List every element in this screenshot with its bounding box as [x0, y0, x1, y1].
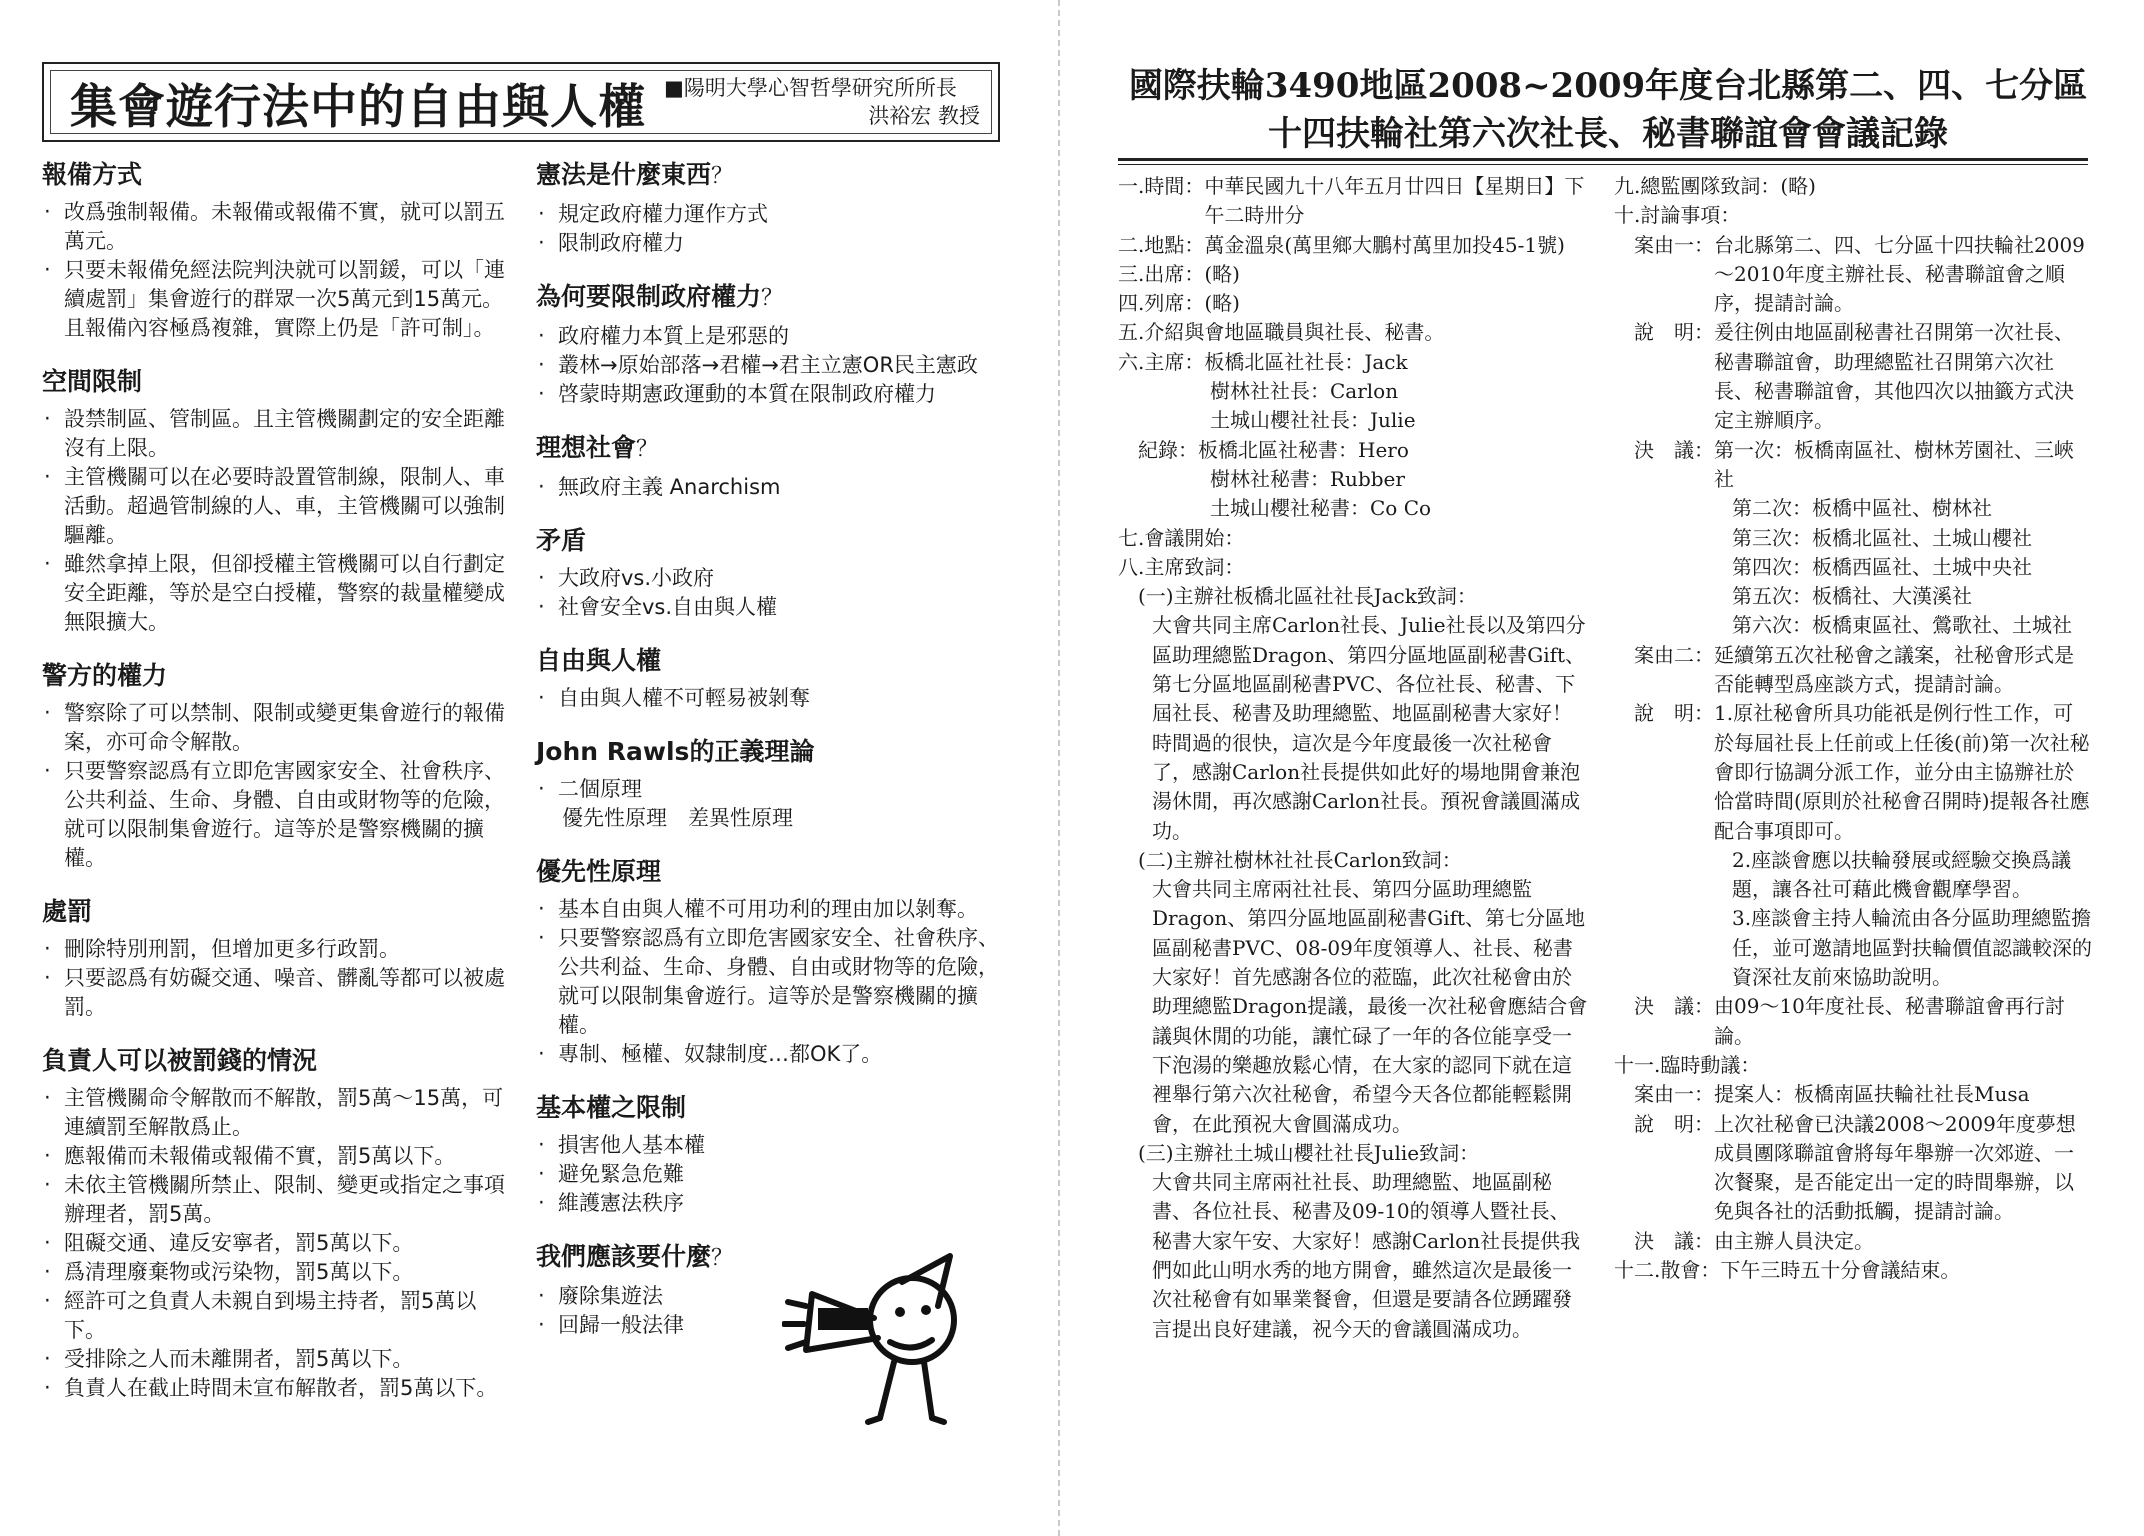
section-heading — [536, 158, 1006, 194]
bullet-item: ‧ 專制、極權、奴隸制度…都OK了。 — [536, 1040, 1006, 1069]
section-heading — [536, 735, 1006, 769]
entry-label: 說 明： — [1614, 1111, 1714, 1136]
bullet-list — [536, 684, 1006, 713]
bullet-item: ‧ 基本自由與人權不可用功利的理由加以剝奪。 — [536, 895, 1006, 924]
bullet-item: ‧ 負責人在截止時間未宣布解散者，罰5萬以下。 — [42, 1374, 512, 1403]
entry-text: 第五次：板橋社、大漢溪社 — [1732, 584, 1972, 609]
entry-text: 台北縣第二、四、七分區十四扶輪社2009～2010年度主辦社長、秘書聯誼會之順序，提請討論。 — [1714, 232, 2085, 316]
entry-text: 大會共同主席兩社社長、第四分區助理總監Dragon、第四分區地區副秘書Gift、第七分區地區副秘書PVC、08-09年度領導人、社長、秘書大家好！首先感謝各位的蒞臨，此次社秘會由於助理總監Dragon提議，最後一次社秘會應結合會議與休閒的功能，讓忙碌了一年的各位能享受一下泡湯的樂趣放鬆心情，在大家的認同下就在這裡舉行第六次社秘會，希望今天各位都能輕鬆開會，在此預祝大會圓滿成功。 — [1152, 877, 1588, 1136]
minutes-column-2 — [1614, 172, 2092, 1285]
entry-text: 土城山櫻社社長：Julie — [1210, 408, 1416, 433]
entry-label: 二.地點： — [1118, 232, 1205, 257]
minutes-column-1 — [1118, 172, 1588, 1344]
section-heading-text: 處罰 — [42, 897, 93, 926]
bullet-list — [536, 322, 1006, 409]
section-heading-text: 負責人可以被罰錢的情況 — [42, 1046, 318, 1075]
left-column-1 — [42, 158, 512, 1425]
bullet-item: ‧ 叢林→原始部落→君權→君主立憲OR民主憲政 — [536, 351, 1006, 380]
entry-text: 散會：下午三時五十分會議結束。 — [1660, 1257, 1961, 1282]
bullet-item: ‧ 無政府主義 Anarchism — [536, 473, 1006, 502]
bullet-item: ‧ 社會安全vs.自由與人權 — [536, 593, 1006, 622]
bullet-item: ‧ 自由與人權不可輕易被剝奪 — [536, 684, 1006, 713]
section-heading-text: 警方的權力 — [42, 661, 168, 690]
article-section — [536, 280, 1006, 409]
minutes-entry — [1118, 231, 1588, 260]
bullet-item: ‧ 只要警察認爲有立即危害國家安全、社會秩序、公共利益、生命、身體、自由或財物等的危險，就可以限制集會遊行。這等於是警察機關的擴權。 — [42, 757, 512, 873]
entry-text: 主辦社土城山櫻社社長Julie致詞： — [1173, 1140, 1480, 1165]
entry-label: (二) — [1118, 847, 1174, 872]
author-name: 洪裕宏 教授 — [868, 104, 980, 128]
bullet-list — [42, 699, 512, 873]
entry-text: 1.原社秘會所具功能祇是例行性工作，可於每屆社長上任前或上任後(前)第一次社秘會即行協調分派工作，並分由主協辦社於恰當時間(原則於社秘會召開時)提報各社應配合事項即可。 — [1714, 701, 2090, 843]
bullet-item: ‧ 二個原理 — [536, 775, 1006, 804]
entry-text: 樹林社秘書：Rubber — [1210, 466, 1405, 491]
megaphone-mascot-illustration — [782, 1250, 992, 1430]
entry-text: 大會共同主席兩社社長、助理總監、地區副秘書、各位社長、秘書及09-10的領導人暨社長、秘書大家午安、大家好！感謝Carlon社長提供我們如此山明水秀的地方開會，雖然這次是最後一次社秘會有如畢業餐會，但還是要請各位踴躍發言提出良好建議，祝今天的會議圓滿成功。 — [1152, 1170, 1581, 1341]
minutes-entry — [1118, 377, 1588, 406]
bullet-item: ‧ 維護憲法秩序 — [536, 1189, 1006, 1218]
minutes-entry — [1118, 260, 1588, 289]
bullet-item: ‧ 改爲強制報備。未報備或報備不實，就可以罰五萬元。 — [42, 198, 512, 256]
megaphone-body — [818, 1308, 868, 1330]
bullet-list — [42, 405, 512, 637]
entry-label: (三) — [1118, 1140, 1174, 1165]
minutes-entry — [1614, 582, 2092, 611]
entry-label: 說 明： — [1614, 320, 1714, 345]
entry-text: 板橋北區社秘書：Hero — [1198, 437, 1409, 462]
entry-text: 延續第五次社秘會之議案，社秘會形式是否能轉型爲座談方式，提請討論。 — [1714, 642, 2074, 697]
entry-text: 上次社秘會已決議2008～2009年度夢想成員團隊聯誼會將每年舉辦一次郊遊、一次餐聚，是否能定出一定的時間舉辦，以免與各社的活動抵觸，提請討論。 — [1714, 1111, 2076, 1224]
minutes-entry — [1118, 465, 1588, 494]
entry-label: 決 議： — [1614, 994, 1714, 1019]
entry-label: (一) — [1118, 584, 1174, 609]
bullet-item: ‧ 廢除集遊法 — [536, 1282, 1006, 1311]
minutes-entry — [1614, 524, 2092, 553]
bullet-list — [536, 1131, 1006, 1218]
entry-text: 第一次：板橋南區社、樹林芳園社、三峽社 — [1714, 437, 2074, 491]
section-heading — [42, 659, 512, 693]
section-heading — [536, 280, 1006, 316]
bullet-item: ‧ 只要警察認爲有立即危害國家安全、社會秩序、公共利益、生命、身體、自由或財物等的危險，就可以限制集會遊行。這等於是警察機關的擴權。 — [536, 924, 1006, 1040]
bullet-item: ‧ 受排除之人而未離開者，罰5萬以下。 — [42, 1345, 512, 1374]
minutes-entry — [1614, 1051, 2092, 1080]
article-section — [42, 895, 512, 1022]
minutes-title-line-2: 十四扶輪社第六次社長、秘書聯誼會會議記錄 — [1268, 114, 1948, 154]
entry-text: 主辦社板橋北區社社長Jack致詞： — [1173, 584, 1477, 609]
article-section — [536, 644, 1006, 713]
bullet-item: ‧ 主管機關命令解散而不解散，罰5萬～15萬，可連續罰至解散爲止。 — [42, 1084, 512, 1142]
entry-text: 會議開始： — [1144, 525, 1245, 550]
question-mark: ？ — [711, 164, 734, 189]
entry-label: 案由一： — [1614, 232, 1714, 257]
minutes-entry — [1118, 846, 1588, 875]
minutes-entry — [1614, 172, 2092, 201]
entry-text: 介紹與會地區職員與社長、秘書。 — [1144, 320, 1445, 345]
entry-text: 大會共同主席Carlon社長、Julie社長以及第四分區助理總監Dragon、第四分區地區副秘書Gift、第七分區地區副秘書PVC、各位社長、秘書、下屆社長、秘書及助理總監、地區副秘書大家好！時間過的很快，這次是今年度最後一次社秘會了，感謝Carlon社長提供如此好的場地開會兼泡湯休閒，再次感謝Carlon社長。預祝會議圓滿成功。 — [1152, 613, 1586, 843]
question-mark: ？ — [711, 1246, 734, 1271]
bullet-item: ‧ 爲清理廢棄物或污染物，罰5萬以下。 — [42, 1258, 512, 1287]
bullet-list — [536, 775, 1006, 804]
bullet-item: ‧ 警察除了可以禁制、限制或變更集會遊行的報備案，亦可命令解散。 — [42, 699, 512, 757]
minutes-entry — [1614, 318, 2092, 435]
entry-label: 三.出席： — [1118, 261, 1205, 286]
entry-label: 五. — [1118, 320, 1145, 345]
article-section — [536, 1091, 1006, 1218]
question-mark: ？ — [636, 437, 659, 462]
bullet-item: ‧ 回歸一般法律 — [536, 1311, 1006, 1340]
entry-text: 中華民國九十八年五月廿四日【星期日】下午二時卅分 — [1204, 174, 1585, 228]
minutes-entry — [1118, 582, 1588, 611]
minutes-entry — [1118, 172, 1588, 231]
section-heading — [42, 365, 512, 399]
bullet-list — [536, 564, 1006, 622]
section-heading-text: 基本權之限制 — [536, 1093, 687, 1122]
article-title: 集會遊行法中的自由與人權 — [70, 80, 646, 135]
minutes-entry — [1118, 436, 1588, 465]
minutes-entry — [1614, 1256, 2092, 1285]
bullet-item: ‧ 損害他人基本權 — [536, 1131, 1006, 1160]
entry-label: 六.主席： — [1118, 349, 1205, 374]
section-heading-text: 自由與人權 — [536, 646, 662, 675]
entry-text: (略) — [1204, 261, 1240, 286]
bullet-item: ‧ 政府權力本質上是邪惡的 — [536, 322, 1006, 351]
entry-label: 紀錄： — [1118, 437, 1198, 462]
minutes-entry — [1614, 699, 2092, 845]
section-heading-text: 報備方式 — [42, 160, 143, 189]
bullet-item: ‧ 只要認爲有妨礙交通、噪音、髒亂等都可以被處罰。 — [42, 964, 512, 1022]
entry-text: 第六次：板橋東區社、鶯歌社、土城社 — [1732, 613, 2072, 638]
bullet-item: ‧ 雖然拿掉上限，但卻授權主管機關可以自行劃定安全距離，等於是空白授權，警察的裁量權變成無限擴大。 — [42, 550, 512, 637]
bullet-item: ‧ 限制政府權力 — [536, 229, 1006, 258]
section-heading-text: 為何要限制政府權力 — [536, 282, 762, 311]
entry-text: 提案人：板橋南區扶輪社社長Musa — [1714, 1082, 2030, 1107]
entry-text: (略) — [1204, 291, 1240, 316]
entry-text: 由09～10年度社長、秘書聯誼會再行討論。 — [1714, 994, 2065, 1048]
article-section — [536, 855, 1006, 1069]
bullet-item: ‧ 未依主管機關所禁止、限制、變更或指定之事項辦理者，罰5萬。 — [42, 1171, 512, 1229]
minutes-entry — [1118, 875, 1588, 1139]
entry-text: 爰往例由地區副秘書社召開第一次社長、秘書聯誼會，助理總監社召開第六次社長、秘書聯誼會，其他四次以抽籤方式決定主辦順序。 — [1714, 320, 2074, 433]
article-section — [42, 1044, 512, 1403]
entry-label: 說 明： — [1614, 701, 1714, 726]
minutes-entry — [1118, 494, 1588, 523]
minutes-entry — [1614, 1227, 2092, 1256]
section-heading — [536, 644, 1006, 678]
section-heading-text: 矛盾 — [536, 526, 587, 555]
minutes-entry — [1614, 992, 2092, 1051]
section-heading — [536, 431, 1006, 467]
minutes-entry — [1614, 904, 2092, 992]
minutes-entry — [1118, 318, 1588, 347]
minutes-entry — [1614, 553, 2092, 582]
entry-label: 八. — [1118, 554, 1145, 579]
article-section — [536, 524, 1006, 622]
author-affiliation: ■陽明大學心智哲學研究所所長 — [664, 76, 957, 100]
bullet-item: ‧ 大政府vs.小政府 — [536, 564, 1006, 593]
article-section — [42, 659, 512, 873]
bullet-list — [42, 1084, 512, 1403]
left-page — [0, 0, 1058, 1536]
entry-label: 一.時間： — [1118, 174, 1205, 198]
entry-text: 萬金溫泉(萬里鄉大鵬村萬里加投45-1號) — [1204, 232, 1565, 257]
entry-text: 主辦社樹林社社長Carlon致詞： — [1173, 847, 1462, 872]
entry-text: 2.座談會應以扶輪發展或經驗交換爲議題，讓各社可藉此機會觀摩學習。 — [1732, 847, 2072, 902]
entry-text: 總監團隊致詞：(略) — [1640, 174, 1816, 198]
entry-text: 第三次：板橋北區社、土城山櫻社 — [1732, 525, 2032, 550]
title-rule-thin — [1118, 164, 2088, 165]
minutes-entry — [1118, 348, 1588, 377]
article-section — [42, 365, 512, 637]
entry-label: 十一. — [1614, 1052, 1661, 1077]
article-section — [536, 158, 1006, 258]
minutes-entry — [1614, 1110, 2092, 1227]
minutes-entry — [1614, 494, 2092, 523]
bullet-item: ‧ 經許可之負責人未親自到場主持者，罰5萬以下。 — [42, 1287, 512, 1345]
entry-label: 案由二： — [1614, 642, 1714, 667]
title-rule-thick — [1118, 158, 2088, 161]
entry-text: 主席致詞： — [1144, 554, 1245, 579]
section-heading-text: John Rawls的正義理論 — [536, 737, 815, 766]
bullet-item: ‧ 啓蒙時期憲政運動的本質在限制政府權力 — [536, 380, 1006, 409]
bullet-item: ‧ 阻礙交通、違反安寧者，罰5萬以下。 — [42, 1229, 512, 1258]
minutes-entry — [1118, 524, 1588, 553]
section-heading-text: 憲法是什麼東西 — [536, 160, 712, 189]
principles-list: 優先性原理 差異性原理 — [562, 806, 793, 830]
entry-text: 3.座談會主持人輪流由各分區助理總監擔任，並可邀請地區對扶輪價值認識較深的資深社友前來協助說明。 — [1732, 906, 2092, 990]
entry-text: 臨時動議： — [1660, 1052, 1761, 1077]
bullet-item: ‧ 主管機關可以在必要時設置管制線，限制人、車活動。超過管制線的人、車，主管機關可以強制驅離。 — [42, 463, 512, 550]
entry-label: 案由一： — [1614, 1082, 1714, 1107]
bullet-list — [42, 198, 512, 343]
bullet-list — [42, 935, 512, 1022]
minutes-entry — [1118, 553, 1588, 582]
section-heading — [42, 1044, 512, 1078]
minutes-entry — [1118, 1139, 1588, 1168]
entry-text: 討論事項： — [1640, 203, 1741, 228]
bullet-item: ‧ 避免緊急危難 — [536, 1160, 1006, 1189]
bullet-item: ‧ 只要未報備免經法院判決就可以罰鍰，可以「連續處罰」集會遊行的群眾一次5萬元到15萬元。且報備內容極爲複雜，實際上仍是「許可制」。 — [42, 256, 512, 343]
bullet-list — [536, 473, 1006, 502]
minutes-entry — [1614, 846, 2092, 905]
minutes-entry — [1118, 611, 1588, 845]
entry-label: 七. — [1118, 525, 1145, 550]
minutes-entry — [1614, 611, 2092, 640]
bullet-item: ‧ 設禁制區、管制區。且主管機關劃定的安全距離沒有上限。 — [42, 405, 512, 463]
entry-label: 九. — [1614, 174, 1641, 198]
minutes-entry — [1118, 289, 1588, 318]
article-section — [536, 431, 1006, 502]
mascot-eye — [921, 1305, 931, 1315]
section-heading-text: 理想社會 — [536, 433, 637, 462]
minutes-entry — [1614, 641, 2092, 700]
minutes-entry — [1614, 231, 2092, 319]
entry-text: 樹林社社長：Carlon — [1210, 379, 1399, 404]
minutes-entry — [1614, 201, 2092, 230]
section-heading-text: 空間限制 — [42, 367, 143, 396]
section-heading-text: 優先性原理 — [536, 857, 662, 886]
entry-label: 十二. — [1614, 1257, 1661, 1282]
entry-label: 決 議： — [1614, 437, 1714, 462]
article-section — [42, 158, 512, 343]
entry-text: 第四次：板橋西區社、土城中央社 — [1732, 554, 2032, 579]
section-heading — [42, 158, 512, 192]
mascot-eye — [895, 1307, 905, 1317]
minutes-entry — [1614, 436, 2092, 495]
entry-text: 第二次：板橋中區社、樹林社 — [1732, 496, 1992, 521]
minutes-entry — [1614, 1080, 2092, 1109]
minutes-entry — [1118, 406, 1588, 435]
section-heading — [42, 895, 512, 929]
minutes-entry — [1118, 1168, 1588, 1344]
article-section — [536, 735, 1006, 833]
bullet-list — [536, 200, 1006, 258]
entry-label: 四.列席： — [1118, 291, 1205, 316]
bullet-item: ‧ 刪除特別刑罰，但增加更多行政罰。 — [42, 935, 512, 964]
bullet-item: ‧ 規定政府權力運作方式 — [536, 200, 1006, 229]
entry-text: 板橋北區社社長：Jack — [1204, 349, 1408, 374]
section-heading — [536, 524, 1006, 558]
bullet-item: ‧ 應報備而未報備或報備不實，罰5萬以下。 — [42, 1142, 512, 1171]
entry-label: 十. — [1614, 203, 1641, 228]
article-header-box — [42, 62, 1000, 142]
minutes-title-line-1: 國際扶輪3490地區2008~2009年度台北縣第二、四、七分區 — [1128, 66, 2088, 106]
question-mark: ？ — [761, 286, 784, 311]
section-heading — [536, 1091, 1006, 1125]
left-column-2 — [536, 158, 1006, 1362]
entry-text: 由主辦人員決定。 — [1714, 1228, 1874, 1253]
entry-text: 土城山櫻社秘書：Co Co — [1210, 496, 1432, 521]
section-heading-text: 我們應該要什麼 — [536, 1242, 712, 1271]
section-heading — [536, 855, 1006, 889]
bullet-list — [536, 895, 1006, 1069]
entry-label: 決 議： — [1614, 1228, 1714, 1253]
